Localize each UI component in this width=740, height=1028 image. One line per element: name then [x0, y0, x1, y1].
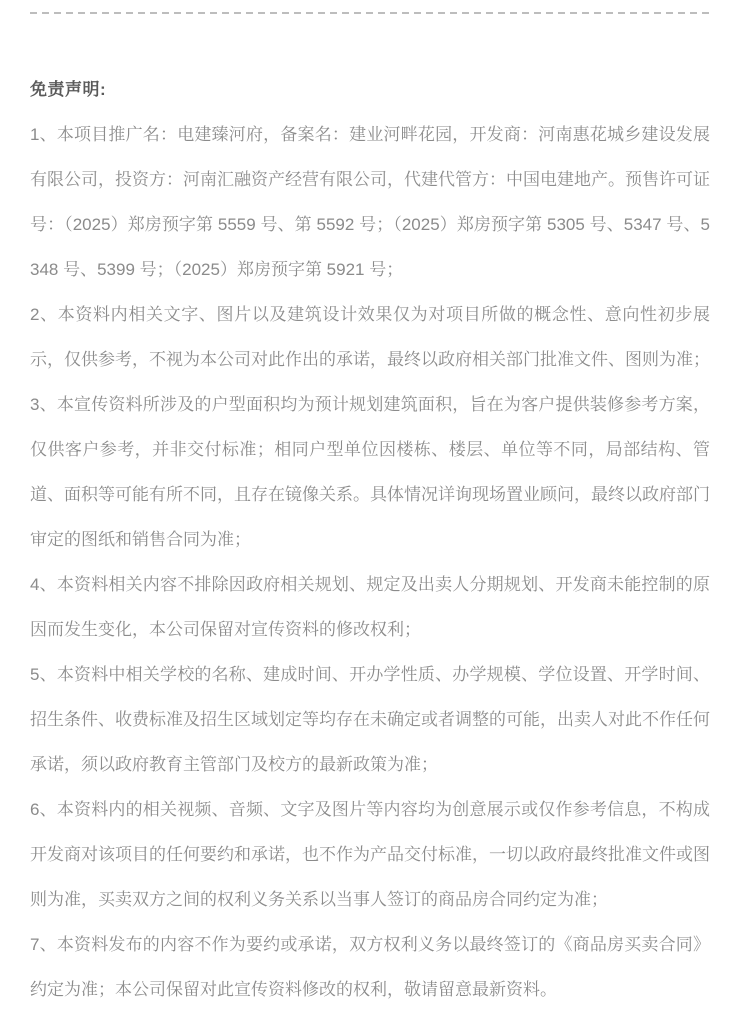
- disclaimer-paragraph-2: 2、本资料内相关文字、图片以及建筑设计效果仅为对项目所做的概念性、意向性初步展示，仅供参考，不视为本公司对此作出的承诺，最终以政府相关部门批准文件、图则为准；: [30, 305, 710, 369]
- disclaimer-body: [30, 112, 710, 1012]
- disclaimer-paragraph-5: 5、本资料中相关学校的名称、建成时间、开办学性质、办学规模、学位设置、开学时间、招生条件、收费标准及招生区域划定等均存在未确定或者调整的可能，出卖人对此不作任何承诺，须以政府教育主管部门及校方的最新政策为准；: [30, 665, 710, 774]
- disclaimer-paragraph-1: 1、本项目推广名：电建臻河府，备案名：建业河畔花园，开发商：河南惠花城乡建设发展有限公司，投资方：河南汇融资产经营有限公司，代建代管方：中国电建地产。预售许可证号：（2025）郑房预字第 5559 号、第 5592 号；（2025）郑房预字第 5305 号、5347 号、5348 号、5399 号；（2025）郑房预字第 5921 号；: [30, 125, 710, 279]
- dashed-divider: [30, 12, 712, 14]
- disclaimer-paragraph-4: 4、本资料相关内容不排除因政府相关规划、规定及出卖人分期规划、开发商未能控制的原因而发生变化，本公司保留对宣传资料的修改权利；: [30, 575, 710, 639]
- disclaimer-paragraph-7: 7、本资料发布的内容不作为要约或承诺，双方权利义务以最终签订的《商品房买卖合同》约定为准；本公司保留对此宣传资料修改的权利，敬请留意最新资料。: [30, 935, 710, 999]
- disclaimer-paragraph-3: 3、本宣传资料所涉及的户型面积均为预计规划建筑面积，旨在为客户提供装修参考方案，仅供客户参考，并非交付标准；相同户型单位因楼栋、楼层、单位等不同，局部结构、管道、面积等可能有所不同，且存在镜像关系。具体情况详询现场置业顾问，最终以政府部门审定的图纸和销售合同为准；: [30, 395, 710, 549]
- disclaimer-paragraph-6: 6、本资料内的相关视频、音频、文字及图片等内容均为创意展示或仅作参考信息，不构成开发商对该项目的任何要约和承诺，也不作为产品交付标准，一切以政府最终批准文件或图则为准，买卖双方之间的权利义务关系以当事人签订的商品房合同约定为准；: [30, 800, 710, 909]
- disclaimer-title: 免责声明:: [30, 80, 107, 99]
